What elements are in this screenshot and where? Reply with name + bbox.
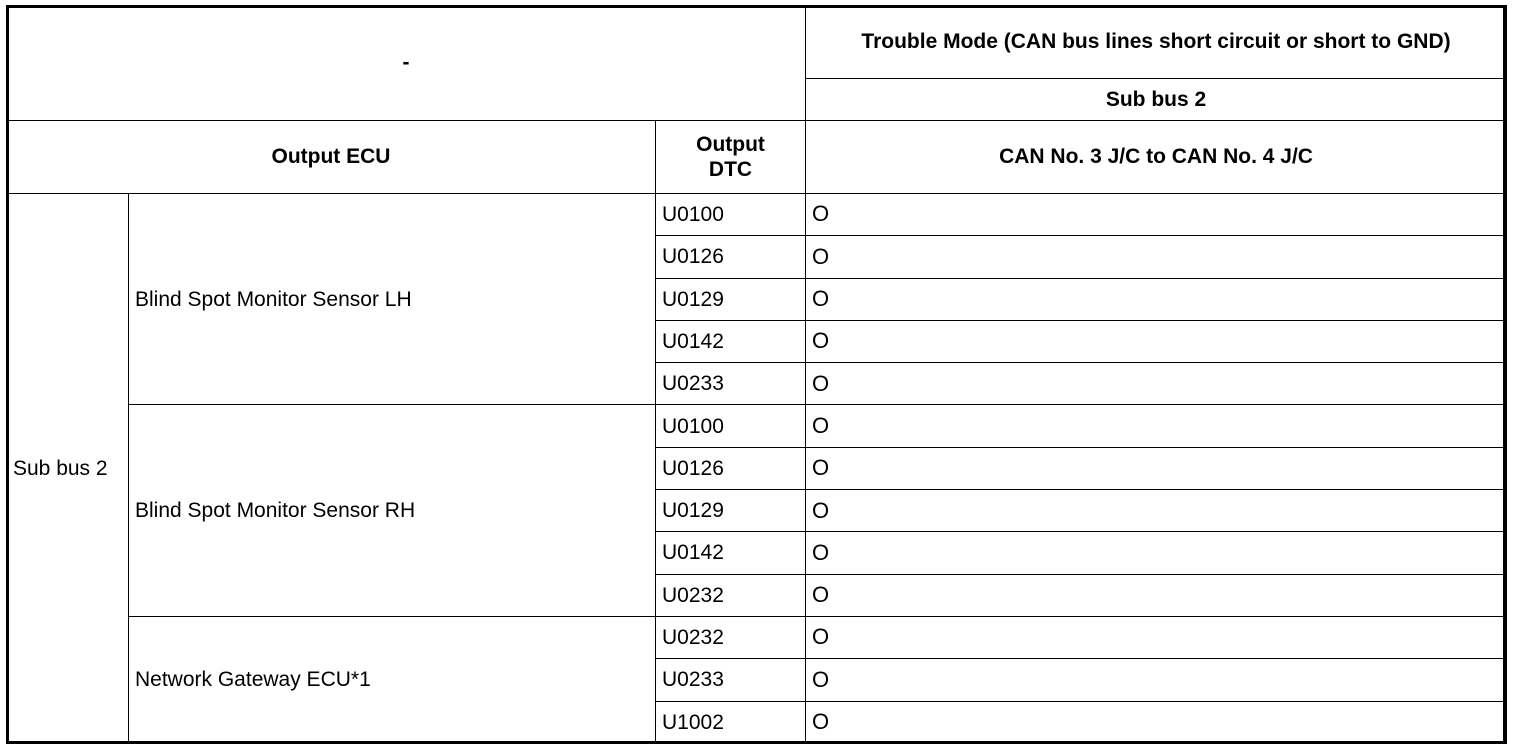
trouble-mode-header: Trouble Mode (CAN bus lines short circuit or short to GND)	[806, 6, 1507, 79]
dtc-code-cell: U0100	[656, 405, 806, 447]
top-left-header: -	[7, 6, 806, 121]
applicable-mark-cell: O	[806, 701, 1507, 743]
ecu-name-cell: Blind Spot Monitor Sensor RH	[129, 405, 656, 616]
dtc-code-cell: U0233	[656, 659, 806, 701]
dtc-code-cell: U0232	[656, 574, 806, 616]
bus-label: Sub bus 2	[13, 456, 108, 480]
applicable-mark-cell: O	[806, 194, 1507, 236]
applicable-mark-cell: O	[806, 532, 1507, 574]
dtc-code-cell: U0142	[656, 532, 806, 574]
dtc-code-cell: U0232	[656, 616, 806, 658]
dtc-code-cell: U0129	[656, 278, 806, 320]
bus-label-cell	[7, 194, 129, 744]
dtc-code-cell: U0129	[656, 490, 806, 532]
dtc-code-cell: U0233	[656, 363, 806, 405]
applicable-mark-cell: O	[806, 574, 1507, 616]
applicable-mark-cell: O	[806, 490, 1507, 532]
applicable-mark-cell: O	[806, 236, 1507, 278]
ecu-name-cell: Network Gateway ECU*1	[129, 616, 656, 743]
dtc-code-cell: U0100	[656, 194, 806, 236]
dtc-table	[6, 5, 1507, 744]
applicable-mark-cell: O	[806, 278, 1507, 320]
dtc-code-cell: U1002	[656, 701, 806, 743]
applicable-mark-cell: O	[806, 363, 1507, 405]
dtc-code-cell: U0126	[656, 447, 806, 489]
output-dtc-header	[656, 121, 806, 194]
applicable-mark-cell: O	[806, 659, 1507, 701]
table-row	[7, 405, 1507, 447]
table-row	[7, 194, 1507, 236]
ecu-name-cell: Blind Spot Monitor Sensor LH	[129, 194, 656, 405]
applicable-mark-cell: O	[806, 405, 1507, 447]
sub-bus-header: Sub bus 2	[806, 79, 1507, 121]
output-ecu-header: Output ECU	[7, 121, 656, 194]
table-body	[7, 194, 1507, 744]
dtc-table-frame	[6, 5, 1506, 744]
section-header: CAN No. 3 J/C to CAN No. 4 J/C	[806, 121, 1507, 194]
applicable-mark-cell: O	[806, 447, 1507, 489]
applicable-mark-cell: O	[806, 616, 1507, 658]
output-dtc-header-text: Output DTC	[696, 132, 765, 181]
applicable-mark-cell: O	[806, 320, 1507, 362]
dtc-code-cell: U0126	[656, 236, 806, 278]
table-row	[7, 616, 1507, 658]
dtc-code-cell: U0142	[656, 320, 806, 362]
